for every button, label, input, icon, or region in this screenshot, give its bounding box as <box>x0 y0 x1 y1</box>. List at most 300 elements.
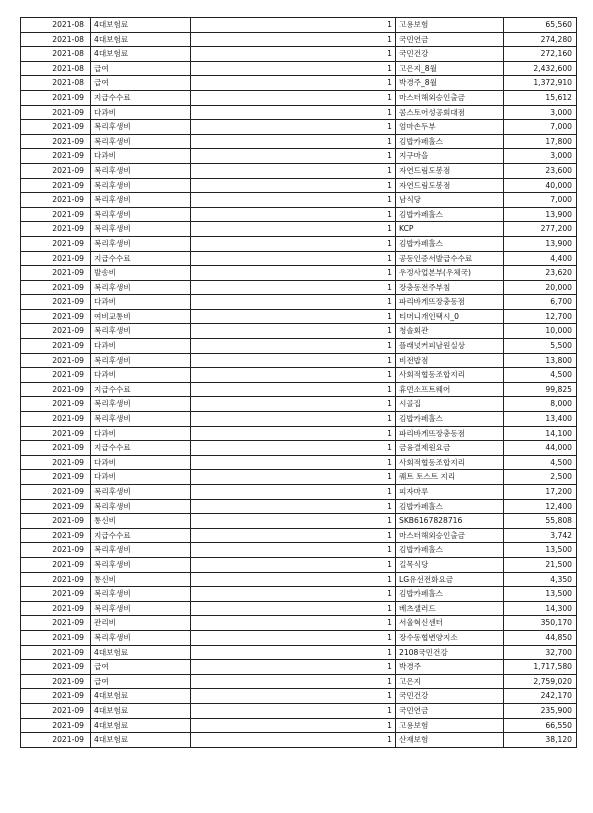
amount-cell: 5,500 <box>504 339 577 354</box>
table-row <box>21 587 577 602</box>
account-cell: 복리후생비 <box>91 485 191 500</box>
vendor-cell: 장수동협변양지소 <box>396 630 504 645</box>
quantity-cell: 1 <box>191 61 396 76</box>
table-row <box>21 18 577 33</box>
amount-cell: 7,000 <box>504 193 577 208</box>
month-cell: 2021-09 <box>21 689 91 704</box>
amount-cell: 242,170 <box>504 689 577 704</box>
vendor-cell: 비전밥점 <box>396 353 504 368</box>
quantity-cell: 1 <box>191 309 396 324</box>
account-cell: 4대보험료 <box>91 645 191 660</box>
quantity-cell: 1 <box>191 266 396 281</box>
vendor-cell: 김밥카페홀스 <box>396 134 504 149</box>
table-row <box>21 90 577 105</box>
table-row <box>21 485 577 500</box>
amount-cell: 13,500 <box>504 543 577 558</box>
account-cell: 복리후생비 <box>91 557 191 572</box>
month-cell: 2021-09 <box>21 601 91 616</box>
vendor-cell: 사회적협동조합지리 <box>396 368 504 383</box>
vendor-cell: LG유선전화요금 <box>396 572 504 587</box>
month-cell: 2021-09 <box>21 455 91 470</box>
account-cell: 관리비 <box>91 616 191 631</box>
amount-cell: 17,200 <box>504 485 577 500</box>
amount-cell: 99,825 <box>504 382 577 397</box>
table-row <box>21 309 577 324</box>
account-cell: 지급수수료 <box>91 528 191 543</box>
amount-cell: 13,900 <box>504 207 577 222</box>
month-cell: 2021-09 <box>21 630 91 645</box>
table-row <box>21 514 577 529</box>
vendor-cell: 자연드림도봉점 <box>396 163 504 178</box>
amount-cell: 277,200 <box>504 222 577 237</box>
account-cell: 다과비 <box>91 368 191 383</box>
expense-ledger-table <box>20 17 577 748</box>
account-cell: 다과비 <box>91 105 191 120</box>
month-cell: 2021-09 <box>21 222 91 237</box>
month-cell: 2021-09 <box>21 368 91 383</box>
account-cell: 복리후생비 <box>91 397 191 412</box>
month-cell: 2021-09 <box>21 485 91 500</box>
month-cell: 2021-09 <box>21 514 91 529</box>
account-cell: 4대보험료 <box>91 47 191 62</box>
quantity-cell: 1 <box>191 470 396 485</box>
table-row <box>21 163 577 178</box>
month-cell: 2021-09 <box>21 163 91 178</box>
table-row <box>21 572 577 587</box>
table-row <box>21 718 577 733</box>
table-row <box>21 557 577 572</box>
account-cell: 복리후생비 <box>91 222 191 237</box>
account-cell: 통신비 <box>91 572 191 587</box>
quantity-cell: 1 <box>191 514 396 529</box>
quantity-cell: 1 <box>191 674 396 689</box>
quantity-cell: 1 <box>191 32 396 47</box>
account-cell: 다과비 <box>91 426 191 441</box>
vendor-cell: 서울혁신센터 <box>396 616 504 631</box>
quantity-cell: 1 <box>191 90 396 105</box>
vendor-cell: 플래넛커피남원실상 <box>396 339 504 354</box>
month-cell: 2021-09 <box>21 339 91 354</box>
quantity-cell: 1 <box>191 47 396 62</box>
quantity-cell: 1 <box>191 601 396 616</box>
vendor-cell: 국민연금 <box>396 32 504 47</box>
quantity-cell: 1 <box>191 543 396 558</box>
amount-cell: 23,600 <box>504 163 577 178</box>
vendor-cell: 금융결제원요금 <box>396 441 504 456</box>
table-row <box>21 47 577 62</box>
vendor-cell: 휴먼소프트웨어 <box>396 382 504 397</box>
account-cell: 4대보험료 <box>91 18 191 33</box>
amount-cell: 4,350 <box>504 572 577 587</box>
amount-cell: 3,000 <box>504 149 577 164</box>
quantity-cell: 1 <box>191 353 396 368</box>
quantity-cell: 1 <box>191 528 396 543</box>
account-cell: 지급수수료 <box>91 90 191 105</box>
table-row <box>21 441 577 456</box>
amount-cell: 350,170 <box>504 616 577 631</box>
quantity-cell: 1 <box>191 339 396 354</box>
table-row <box>21 368 577 383</box>
quantity-cell: 1 <box>191 703 396 718</box>
table-row <box>21 280 577 295</box>
quantity-cell: 1 <box>191 178 396 193</box>
account-cell: 복리후생비 <box>91 630 191 645</box>
table-row <box>21 236 577 251</box>
quantity-cell: 1 <box>191 207 396 222</box>
quantity-cell: 1 <box>191 280 396 295</box>
vendor-cell: 사회적협동조합지리 <box>396 455 504 470</box>
account-cell: 발송비 <box>91 266 191 281</box>
account-cell: 급여 <box>91 76 191 91</box>
amount-cell: 13,800 <box>504 353 577 368</box>
month-cell: 2021-09 <box>21 587 91 602</box>
table-row <box>21 528 577 543</box>
vendor-cell: 고용보험 <box>396 718 504 733</box>
quantity-cell: 1 <box>191 441 396 456</box>
amount-cell: 235,900 <box>504 703 577 718</box>
vendor-cell: 박경주_8월 <box>396 76 504 91</box>
quantity-cell: 1 <box>191 660 396 675</box>
ledger-body <box>21 18 577 748</box>
month-cell: 2021-09 <box>21 703 91 718</box>
month-cell: 2021-09 <box>21 178 91 193</box>
quantity-cell: 1 <box>191 718 396 733</box>
vendor-cell: 김밥카페홀스 <box>396 207 504 222</box>
table-row <box>21 76 577 91</box>
account-cell: 복리후생비 <box>91 587 191 602</box>
account-cell: 4대보험료 <box>91 32 191 47</box>
month-cell: 2021-09 <box>21 397 91 412</box>
quantity-cell: 1 <box>191 251 396 266</box>
vendor-cell: 시골집 <box>396 397 504 412</box>
amount-cell: 15,612 <box>504 90 577 105</box>
amount-cell: 12,700 <box>504 309 577 324</box>
account-cell: 다과비 <box>91 339 191 354</box>
vendor-cell: 김밥카페홀스 <box>396 543 504 558</box>
vendor-cell: 2108국민건강 <box>396 645 504 660</box>
table-row <box>21 32 577 47</box>
table-row <box>21 674 577 689</box>
vendor-cell: KCP <box>396 222 504 237</box>
account-cell: 복리후생비 <box>91 134 191 149</box>
month-cell: 2021-08 <box>21 61 91 76</box>
amount-cell: 23,620 <box>504 266 577 281</box>
vendor-cell: 고은지_8월 <box>396 61 504 76</box>
amount-cell: 13,500 <box>504 587 577 602</box>
amount-cell: 8,000 <box>504 397 577 412</box>
table-row <box>21 601 577 616</box>
account-cell: 복리후생비 <box>91 207 191 222</box>
vendor-cell: 티머니개인택시_0 <box>396 309 504 324</box>
amount-cell: 1,717,580 <box>504 660 577 675</box>
month-cell: 2021-09 <box>21 90 91 105</box>
quantity-cell: 1 <box>191 295 396 310</box>
quantity-cell: 1 <box>191 163 396 178</box>
amount-cell: 3,000 <box>504 105 577 120</box>
table-row <box>21 733 577 748</box>
quantity-cell: 1 <box>191 689 396 704</box>
month-cell: 2021-09 <box>21 382 91 397</box>
month-cell: 2021-08 <box>21 18 91 33</box>
account-cell: 여비교통비 <box>91 309 191 324</box>
table-row <box>21 193 577 208</box>
account-cell: 다과비 <box>91 470 191 485</box>
vendor-cell: 우정사업본부(우체국) <box>396 266 504 281</box>
quantity-cell: 1 <box>191 630 396 645</box>
table-row <box>21 149 577 164</box>
amount-cell: 2,759,020 <box>504 674 577 689</box>
table-row <box>21 222 577 237</box>
account-cell: 복리후생비 <box>91 236 191 251</box>
month-cell: 2021-09 <box>21 134 91 149</box>
table-row <box>21 397 577 412</box>
table-row <box>21 470 577 485</box>
month-cell: 2021-09 <box>21 309 91 324</box>
vendor-cell: 파리바게뜨장충동점 <box>396 426 504 441</box>
amount-cell: 17,800 <box>504 134 577 149</box>
quantity-cell: 1 <box>191 18 396 33</box>
account-cell: 통신비 <box>91 514 191 529</box>
amount-cell: 10,000 <box>504 324 577 339</box>
month-cell: 2021-09 <box>21 660 91 675</box>
quantity-cell: 1 <box>191 499 396 514</box>
account-cell: 급여 <box>91 61 191 76</box>
quantity-cell: 1 <box>191 193 396 208</box>
quantity-cell: 1 <box>191 368 396 383</box>
month-cell: 2021-09 <box>21 470 91 485</box>
month-cell: 2021-08 <box>21 32 91 47</box>
month-cell: 2021-09 <box>21 149 91 164</box>
amount-cell: 12,400 <box>504 499 577 514</box>
quantity-cell: 1 <box>191 382 396 397</box>
month-cell: 2021-09 <box>21 645 91 660</box>
vendor-cell: SKB6167828716 <box>396 514 504 529</box>
vendor-cell: 고용보험 <box>396 18 504 33</box>
account-cell: 4대보험료 <box>91 718 191 733</box>
table-row <box>21 105 577 120</box>
quantity-cell: 1 <box>191 572 396 587</box>
amount-cell: 65,560 <box>504 18 577 33</box>
table-row <box>21 703 577 718</box>
table-row <box>21 324 577 339</box>
month-cell: 2021-09 <box>21 120 91 135</box>
vendor-cell: 국민연금 <box>396 703 504 718</box>
amount-cell: 32,700 <box>504 645 577 660</box>
table-row <box>21 266 577 281</box>
quantity-cell: 1 <box>191 105 396 120</box>
vendor-cell: 지구마을 <box>396 149 504 164</box>
vendor-cell: 김밥카페홀스 <box>396 236 504 251</box>
account-cell: 지급수수료 <box>91 441 191 456</box>
account-cell: 복리후생비 <box>91 412 191 427</box>
table-row <box>21 207 577 222</box>
month-cell: 2021-09 <box>21 280 91 295</box>
vendor-cell: 공동인증서발급수수료 <box>396 251 504 266</box>
month-cell: 2021-09 <box>21 412 91 427</box>
amount-cell: 21,500 <box>504 557 577 572</box>
amount-cell: 274,280 <box>504 32 577 47</box>
table-row <box>21 412 577 427</box>
account-cell: 4대보험료 <box>91 689 191 704</box>
month-cell: 2021-09 <box>21 295 91 310</box>
month-cell: 2021-09 <box>21 718 91 733</box>
amount-cell: 38,120 <box>504 733 577 748</box>
account-cell: 복리후생비 <box>91 120 191 135</box>
table-row <box>21 134 577 149</box>
amount-cell: 272,160 <box>504 47 577 62</box>
quantity-cell: 1 <box>191 426 396 441</box>
account-cell: 복리후생비 <box>91 324 191 339</box>
month-cell: 2021-09 <box>21 105 91 120</box>
vendor-cell: 퀘트 토스트 지리 <box>396 470 504 485</box>
table-row <box>21 426 577 441</box>
quantity-cell: 1 <box>191 397 396 412</box>
vendor-cell: 박경주 <box>396 660 504 675</box>
vendor-cell: 김밥카페홀스 <box>396 412 504 427</box>
quantity-cell: 1 <box>191 134 396 149</box>
table-row <box>21 120 577 135</box>
account-cell: 지급수수료 <box>91 251 191 266</box>
vendor-cell: 자연드림도봉점 <box>396 178 504 193</box>
account-cell: 급여 <box>91 660 191 675</box>
quantity-cell: 1 <box>191 76 396 91</box>
amount-cell: 20,000 <box>504 280 577 295</box>
month-cell: 2021-09 <box>21 441 91 456</box>
vendor-cell: 고은지 <box>396 674 504 689</box>
vendor-cell: 산재보험 <box>396 733 504 748</box>
vendor-cell: 국민건강 <box>396 689 504 704</box>
account-cell: 4대보험료 <box>91 733 191 748</box>
account-cell: 복리후생비 <box>91 601 191 616</box>
table-row <box>21 339 577 354</box>
amount-cell: 13,900 <box>504 236 577 251</box>
table-row <box>21 178 577 193</box>
vendor-cell: 피자마루 <box>396 485 504 500</box>
month-cell: 2021-09 <box>21 733 91 748</box>
quantity-cell: 1 <box>191 733 396 748</box>
table-row <box>21 382 577 397</box>
amount-cell: 13,400 <box>504 412 577 427</box>
amount-cell: 4,500 <box>504 368 577 383</box>
account-cell: 복리후생비 <box>91 499 191 514</box>
amount-cell: 2,500 <box>504 470 577 485</box>
table-row <box>21 616 577 631</box>
account-cell: 4대보험료 <box>91 703 191 718</box>
amount-cell: 3,742 <box>504 528 577 543</box>
month-cell: 2021-09 <box>21 251 91 266</box>
amount-cell: 14,300 <box>504 601 577 616</box>
quantity-cell: 1 <box>191 120 396 135</box>
vendor-cell: 청솔회관 <box>396 324 504 339</box>
amount-cell: 4,400 <box>504 251 577 266</box>
vendor-cell: 마스터해외승인출금 <box>396 528 504 543</box>
quantity-cell: 1 <box>191 149 396 164</box>
account-cell: 지급수수료 <box>91 382 191 397</box>
table-row <box>21 689 577 704</box>
vendor-cell: 베츠샐러드 <box>396 601 504 616</box>
vendor-cell: 국민건강 <box>396 47 504 62</box>
month-cell: 2021-09 <box>21 616 91 631</box>
amount-cell: 1,372,910 <box>504 76 577 91</box>
vendor-cell: 엄마손두부 <box>396 120 504 135</box>
quantity-cell: 1 <box>191 222 396 237</box>
vendor-cell: 남식당 <box>396 193 504 208</box>
table-row <box>21 499 577 514</box>
quantity-cell: 1 <box>191 645 396 660</box>
account-cell: 복리후생비 <box>91 543 191 558</box>
quantity-cell: 1 <box>191 455 396 470</box>
vendor-cell: 김밥카페홀스 <box>396 499 504 514</box>
month-cell: 2021-09 <box>21 557 91 572</box>
vendor-cell: 장충동전주부침 <box>396 280 504 295</box>
table-row <box>21 353 577 368</box>
month-cell: 2021-09 <box>21 353 91 368</box>
account-cell: 복리후생비 <box>91 193 191 208</box>
amount-cell: 2,432,600 <box>504 61 577 76</box>
account-cell: 복리후생비 <box>91 353 191 368</box>
vendor-cell: 마스터해외승인출금 <box>396 90 504 105</box>
quantity-cell: 1 <box>191 324 396 339</box>
vendor-cell: 파리바게뜨장충동점 <box>396 295 504 310</box>
table-row <box>21 295 577 310</box>
amount-cell: 4,500 <box>504 455 577 470</box>
quantity-cell: 1 <box>191 236 396 251</box>
table-row <box>21 61 577 76</box>
amount-cell: 40,000 <box>504 178 577 193</box>
vendor-cell: 콤스토어성공회대점 <box>396 105 504 120</box>
table-row <box>21 543 577 558</box>
account-cell: 급여 <box>91 674 191 689</box>
table-row <box>21 251 577 266</box>
quantity-cell: 1 <box>191 557 396 572</box>
quantity-cell: 1 <box>191 616 396 631</box>
account-cell: 복리후생비 <box>91 178 191 193</box>
account-cell: 다과비 <box>91 295 191 310</box>
vendor-cell: 김밥카페홀스 <box>396 587 504 602</box>
amount-cell: 44,850 <box>504 630 577 645</box>
month-cell: 2021-09 <box>21 572 91 587</box>
amount-cell: 44,000 <box>504 441 577 456</box>
amount-cell: 6,700 <box>504 295 577 310</box>
account-cell: 복리후생비 <box>91 280 191 295</box>
month-cell: 2021-09 <box>21 674 91 689</box>
quantity-cell: 1 <box>191 412 396 427</box>
amount-cell: 7,000 <box>504 120 577 135</box>
amount-cell: 55,808 <box>504 514 577 529</box>
amount-cell: 14,100 <box>504 426 577 441</box>
month-cell: 2021-09 <box>21 426 91 441</box>
month-cell: 2021-08 <box>21 47 91 62</box>
amount-cell: 66,550 <box>504 718 577 733</box>
month-cell: 2021-09 <box>21 207 91 222</box>
month-cell: 2021-08 <box>21 76 91 91</box>
table-row <box>21 645 577 660</box>
quantity-cell: 1 <box>191 485 396 500</box>
month-cell: 2021-09 <box>21 236 91 251</box>
month-cell: 2021-09 <box>21 499 91 514</box>
month-cell: 2021-09 <box>21 266 91 281</box>
vendor-cell: 길목식당 <box>396 557 504 572</box>
quantity-cell: 1 <box>191 587 396 602</box>
table-row <box>21 455 577 470</box>
account-cell: 다과비 <box>91 455 191 470</box>
account-cell: 복리후생비 <box>91 163 191 178</box>
month-cell: 2021-09 <box>21 528 91 543</box>
month-cell: 2021-09 <box>21 543 91 558</box>
month-cell: 2021-09 <box>21 324 91 339</box>
month-cell: 2021-09 <box>21 193 91 208</box>
table-row <box>21 630 577 645</box>
